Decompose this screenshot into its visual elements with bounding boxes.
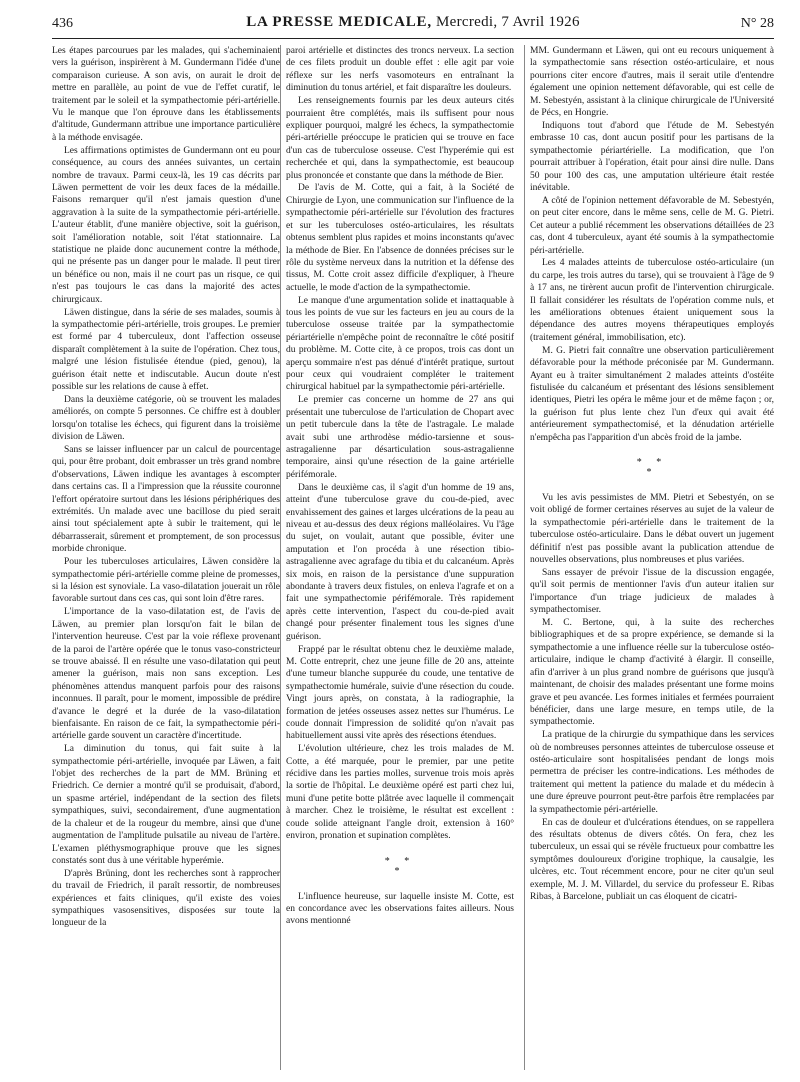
paragraph: Sans essayer de prévoir l'issue de la discussion engagée, qu'il soit permis de mentionner l'avis d'un auteur italien sur l'importance d'un triage judicieux de malades à sympathectomiser. (530, 567, 774, 616)
column-divider (524, 45, 525, 1070)
paragraph: M. G. Pietri fait connaître une observation particulièrement défavorable pour la méthode préconisée par M. Gundermann. Ayant eu à traiter simultanément 2 malades atteints d'ostéite fistulisée du calcanéum et présentant des lésions sensiblement identiques, Pietri les opéra le même jour et de même façon ; or, la guérison fut plus lente chez l'un d'eux qui avait été antérieurement sympathectomisé, et la dénudation artérielle n'empêcha pas l'apparition d'un abcès froid de la jambe. (530, 345, 774, 443)
paragraph: A côté de l'opinion nettement défavorable de M. Sebestyén, on peut citer encore, dans le même sens, celle de M. G. Pietri. Cet auteur a publié récemment les observations détaillées de 23 cas, dont 4 tuberculeux, ayant été soumis à la sympathectomie péri-artérielle. (530, 195, 774, 256)
paragraph: En cas de douleur et d'ulcérations étendues, on se rappellera des résultats obtenus de divers côtés. On fera, chez les tuberculeux, un essai qui se révèle fructueux pour combattre les symptômes douloureux d'origine trophique, la causalgie, les ulcères, etc. Tout récemment encore, pour ne citer qu'un seul exemple, M. J. M. Villardel, du service du professeur E. Ribas Ribas, à Barcelone, publiait un cas éloquent de cicatri- (530, 817, 774, 902)
paragraph: MM. Gundermann et Läwen, qui ont eu recours uniquement à la sympathectomie sans résection ostéo-articulaire, et nous pourrions citer encore d'autres, mais il serait utile d'entendre également une opinion nettement défavorable, qui est celle de M. Sebestyén, assistant à la clinique chirurgicale de l'Université de Pécs, en Hongrie. (530, 46, 774, 119)
paragraph: La diminution du tonus, qui fait suite à la sympathectomie péri-artérielle, invoquée par Läwen, a fait l'objet des recherches de la part de MM. Brüning et Friedrich. Ce dernier a montré qu'il se produisait, d'abord, un spasme artériel, indépendant de la section des filets sympathiques, suivi, secondairement, d'une augmentation de la chaleur et de la rougeur du membre, ainsi que d'une augmentation de l'amplitude pulsatile au niveau de l'artère. L'examen pléthysmographique prouve que les signes constatés sont dus à une véritable hyperémie. (52, 744, 280, 866)
issue-number: N° 28 (740, 16, 774, 31)
paragraph: M. C. Bertone, qui, à la suite des recherches bibliographiques et de sa propre expérience, se demande si la sympathectomie a une influence réelle sur la tuberculose ostéo-articulaire, indique le champ d'activité à élargir. Il conseille, afin d'arriver à un plus grand nombre de guérisons que jusqu'à maintenant, de choisir des malades présentant une forme moins grave et peu avancée. Les formes initiales et fermées pourraient bénéficier, dans une large mesure, en temps utile, de la sympathectomie. (530, 618, 774, 728)
paragraph: Pour les tuberculoses articulaires, Läwen considère la sympathectomie péri-artérielle comme pleine de promesses, si la lésion est synoviale. La vaso-dilatation jouerait un rôle favorable surtout dans ces cas, qui sont loin d'être rares. (52, 557, 280, 605)
paragraph: Dans la deuxième catégorie, où se trouvent les malades améliorés, on compte 5 personnes. Ce chiffre est à doubler lorsqu'on totalise les échecs, qui figurent dans la troisième division de Läwen. (52, 394, 280, 443)
issue-date: Mercredi, 7 Avril 1926 (435, 14, 580, 30)
paragraph: L'évolution ultérieure, chez les trois malades de M. Cotte, a été marquée, pour le premier, par une petite récidive dans les parties molles, survenue trois mois après la sortie de l'hôpital. Le deuxième opéré est parti chez lui, muni d'une petite botte plâtrée avec laquelle il commençait à marcher. Chez le troisième, le résultat est excellent : coude solide atteignant l'angle droit, extension à 160° environ, pronation et supination complètes. (286, 744, 514, 842)
paragraph: Indiquons tout d'abord que l'étude de M. Sebestyén embrasse 10 cas, dont aucun positif pour les partisans de la sympathectomie périartérielle. La modification, que l'on pourrait attribuer à l'opération, était pour ainsi dire nulle. Dans 50 pour 100 des cas, une amputation ultérieure était restée inévitable. (530, 120, 774, 193)
journal-title (52, 14, 774, 31)
paragraph: La pratique de la chirurgie du sympathique dans les services où de nombreuses personnes atteintes de tuberculose osseuse et ostéo-articulaire sont hospitalisées pendant de longs mois permettra de préciser les contre-indications. Les méthodes de traitement qui mettent la patience du malade et du médecin à une dure épreuve pourront peut-être parfois être remplacées par la sympathectomie péri-artérielle. (530, 730, 774, 815)
text-column-3 (530, 45, 774, 904)
paragraph: L'influence heureuse, sur laquelle insiste M. Cotte, est en concordance avec les observations faites ailleurs. Nous avons mentionné (286, 891, 514, 927)
page-header (52, 14, 774, 39)
section-separator: * * * (636, 457, 668, 478)
paragraph: Sans se laisser influencer par un calcul de pourcentage qui, pour être probant, doit embrasser un très grand nombre d'observations, Läwen indique les avantages à escompter dans certains cas. Il a l'impression que la réussite couronne l'effort opératoire surtout dans les lésions périphériques des extrémités. Un malade avec une bacillose du pied serait ainsi tout spécialement apte à subir le traitement, qui le débarrasserait, sûrement et promptement, de son processus morbide chronique. (52, 445, 280, 555)
journal-name: LA PRESSE MEDICALE, (246, 14, 432, 30)
paragraph: Le manque d'une argumentation solide et inattaquable à tous les points de vue sur les facteurs en jeu au cours de la tuberculose osseuse traitée par la sympathectomie périartérielle n'empêche point de reconnaître le côté positif du problème. M. Cotte cite, à ce propos, trois cas dont un aperçu sommaire n'est pas dénué d'intérêt pratique, surtout pour ceux qui voudraient compléter le traitement chirurgical habituel par la sympathectomie péri-artérielle. (286, 295, 514, 393)
paragraph: D'après Brüning, dont les recherches sont à rapprocher du travail de Friedrich, il paraît ressortir, de nombreuses expériences et faits cliniques, qu'il existe des voies sympathiques vasosensitives, disposées sur toute la longueur de la (52, 868, 280, 929)
paragraph: Le premier cas concerne un homme de 27 ans qui présentait une tuberculose de l'articulation de Chopart avec un petit tubercule dans la tête de l'astragale. Le malade avait subi une arthrodèse médio-tarsienne et sous-astragalienne par désarticulation sous-astragalienne temporaire, ainsi qu'une résection de la gaine artérielle périfémorale. (286, 395, 514, 480)
section-separator: * * * (384, 855, 416, 877)
text-column-2 (286, 45, 514, 928)
paragraph: Läwen distingue, dans la série de ses malades, soumis à la sympathectomie péri-artérielle, trois groupes. Le premier est formé par 4 tuberculeux, dont l'affection osseuse disparaît complètement à la suite de l'opération. Chez tous, malgré une lésion fistulisée étendue (pied, genou), la guérison était nette et indiscutable. Aucun doute n'est possible sur les relations de cause à effet. (52, 307, 280, 392)
paragraph: Les 4 malades atteints de tuberculose ostéo-articulaire (un du carpe, les trois autres du tarse), qui se trouvaient à l'âge de 9 à 17 ans, ne tirèrent aucun profit de l'intervention chirurgicale. Il fallait considérer les résultats de l'opération comme nuls, et les améliorations obtenues étaient uniquement sous la dépendance des autres moyens thérapeutiques employés (traitement général, immobilisation, etc). (530, 258, 774, 343)
paragraph: De l'avis de M. Cotte, qui a fait, à la Société de Chirurgie de Lyon, une communication sur l'influence de la sympathectomie péri-artérielle sur l'évolution des fractures et sur les tuberculoses ostéo-articulaires, les résultats obtenus semblent plus rapides et moins inconstants qu'avec la méthode de Bier. En l'absence de données précises sur le rôle du système nerveux dans la nutrition et la défense des tissus, M. Cotte croit assez difficile d'expliquer, à l'heure actuelle, le mode d'action de la sympathectomie. (286, 183, 514, 293)
paragraph: Les affirmations optimistes de Gundermann ont eu pour conséquence, au cours des années suivantes, un certain nombre de travaux. Parmi ceux-là, les 19 cas décrits par Läwen permettent de voir les deux faces de la médaille. Faisons remarquer qu'il n'est jamais question d'une aggravation à la suite de la sympathectomie péri-artérielle. L'auteur établit, d'une manière objective, soit la guérison, soit l'amélioration notable, soit l'état stationnaire. La statistique ne plaide donc aucunement contre la méthode, qui ne présente pas un danger pour le malade. Il peut tirer un bénéfice ou non, mais il ne court pas un risque, ce qui n'est pas toujours le cas dans la majorité des actes chirurgicaux. (52, 145, 280, 305)
paragraph: Dans le deuxième cas, il s'agit d'un homme de 19 ans, atteint d'une tuberculose grave du cou-de-pied, avec envahissement des gaines et larges ulcérations de la peau au niveau et au-dessus des deux régions malléolaires. Vu l'âge du sujet, on voulait, autant que possible, éviter une amputation et l'on procéda à une résection tibio-astragalienne avec agrafage du tibia et du calcanéum. Après six mois, en raison de la persistance d'une suppuration abondante à travers deux fistules, on enleva l'agrafe et on a fait une sympathectomie périfémorale. Très rapidement après cette intervention, l'aspect du cou-de-pied avait changé pour présenter finalement tous les signes d'une guérison. (286, 482, 515, 642)
paragraph: Frappé par le résultat obtenu chez le deuxième malade, M. Cotte entreprit, chez une jeune fille de 20 ans, atteinte d'une tumeur blanche suppurée du coude, une tentative de sympathectomie humérale, suivie d'une résection du coude. Vingt jours après, on constata, à la radiographie, la formation de jetées osseuses assez nettes sur l'humérus. Le coude donnait l'impression de solidité qu'on n'avait pas habituellement aussi vite après des résections étendues. (286, 644, 514, 742)
paragraph: Les renseignements fournis par les deux auteurs cités pourraient être complétés, mais ils suffisent pour nous expliquer pourquoi, malgré les échecs, la sympathectomie péri-artérielle préoccupe le praticien qui se trouve en face d'un cas de tuberculose osseuse. C'est l'hyperémie qui est recherchée et qui, dans la sympathectomie, est beaucoup plus prononcée et constante que dans la méthode de Bier. (286, 96, 514, 181)
paragraph: L'importance de la vaso-dilatation est, de l'avis de Läwen, au premier plan lorsqu'on fait le bilan de l'intervention heureuse. C'est par la voie réflexe provenant de la paroi de l'artère opérée que le tonus vaso-constricteur se trouve abaissé. Il en résulte une vaso-dilatation qui peut amener la guérison, mais non sans exception. Les phénomènes attendus manquent parfois pour des raisons inconnues. Il paraît, pour le moment, impossible de prédire d'avance le degré et la durée de la vaso-dilatation bienfaisante. En raison de ce fait, la sympathectomie péri-artérielle garde souvent un caractère d'incertitude. (52, 607, 280, 742)
page-number: 436 (52, 16, 73, 31)
paragraph: Vu les avis pessimistes de MM. Pietri et Sebestyén, on se voit obligé de former certaines réserves au sujet de la valeur de la sympathectomie péri-artérielle dans le traitement de la tuberculose ostéo-articulaire. Dans le débat ouvert un jugement définitif n'est pas possible avant la publication attendue de nouvelles observations, plus nombreuses et plus variées. (530, 493, 774, 566)
paragraph: paroi artérielle et distinctes des troncs nerveux. La section de ces filets produit un double effet : elle agit par voie réflexe sur les nerfs vasomoteurs en entraînant la diminution du tonus artériel, et fait disparaître les douleurs. (286, 46, 514, 94)
column-divider (280, 45, 281, 1070)
text-column-1 (52, 45, 280, 930)
paragraph: Les étapes parcourues par les malades, qui s'acheminaient vers la guérison, inspirèrent à M. Gundermann l'idée d'une comparaison curieuse. A son avis, on aurait le droit de mettre en parallèle, au point de vue de l'effet curatif, le traitement par le soleil et la sympathectomie péri-artérielle. Vu le manque que l'on éprouve dans les établissements d'altitude, Gundermann attribue une importance particulière à la méthode envisagée. (52, 46, 280, 143)
